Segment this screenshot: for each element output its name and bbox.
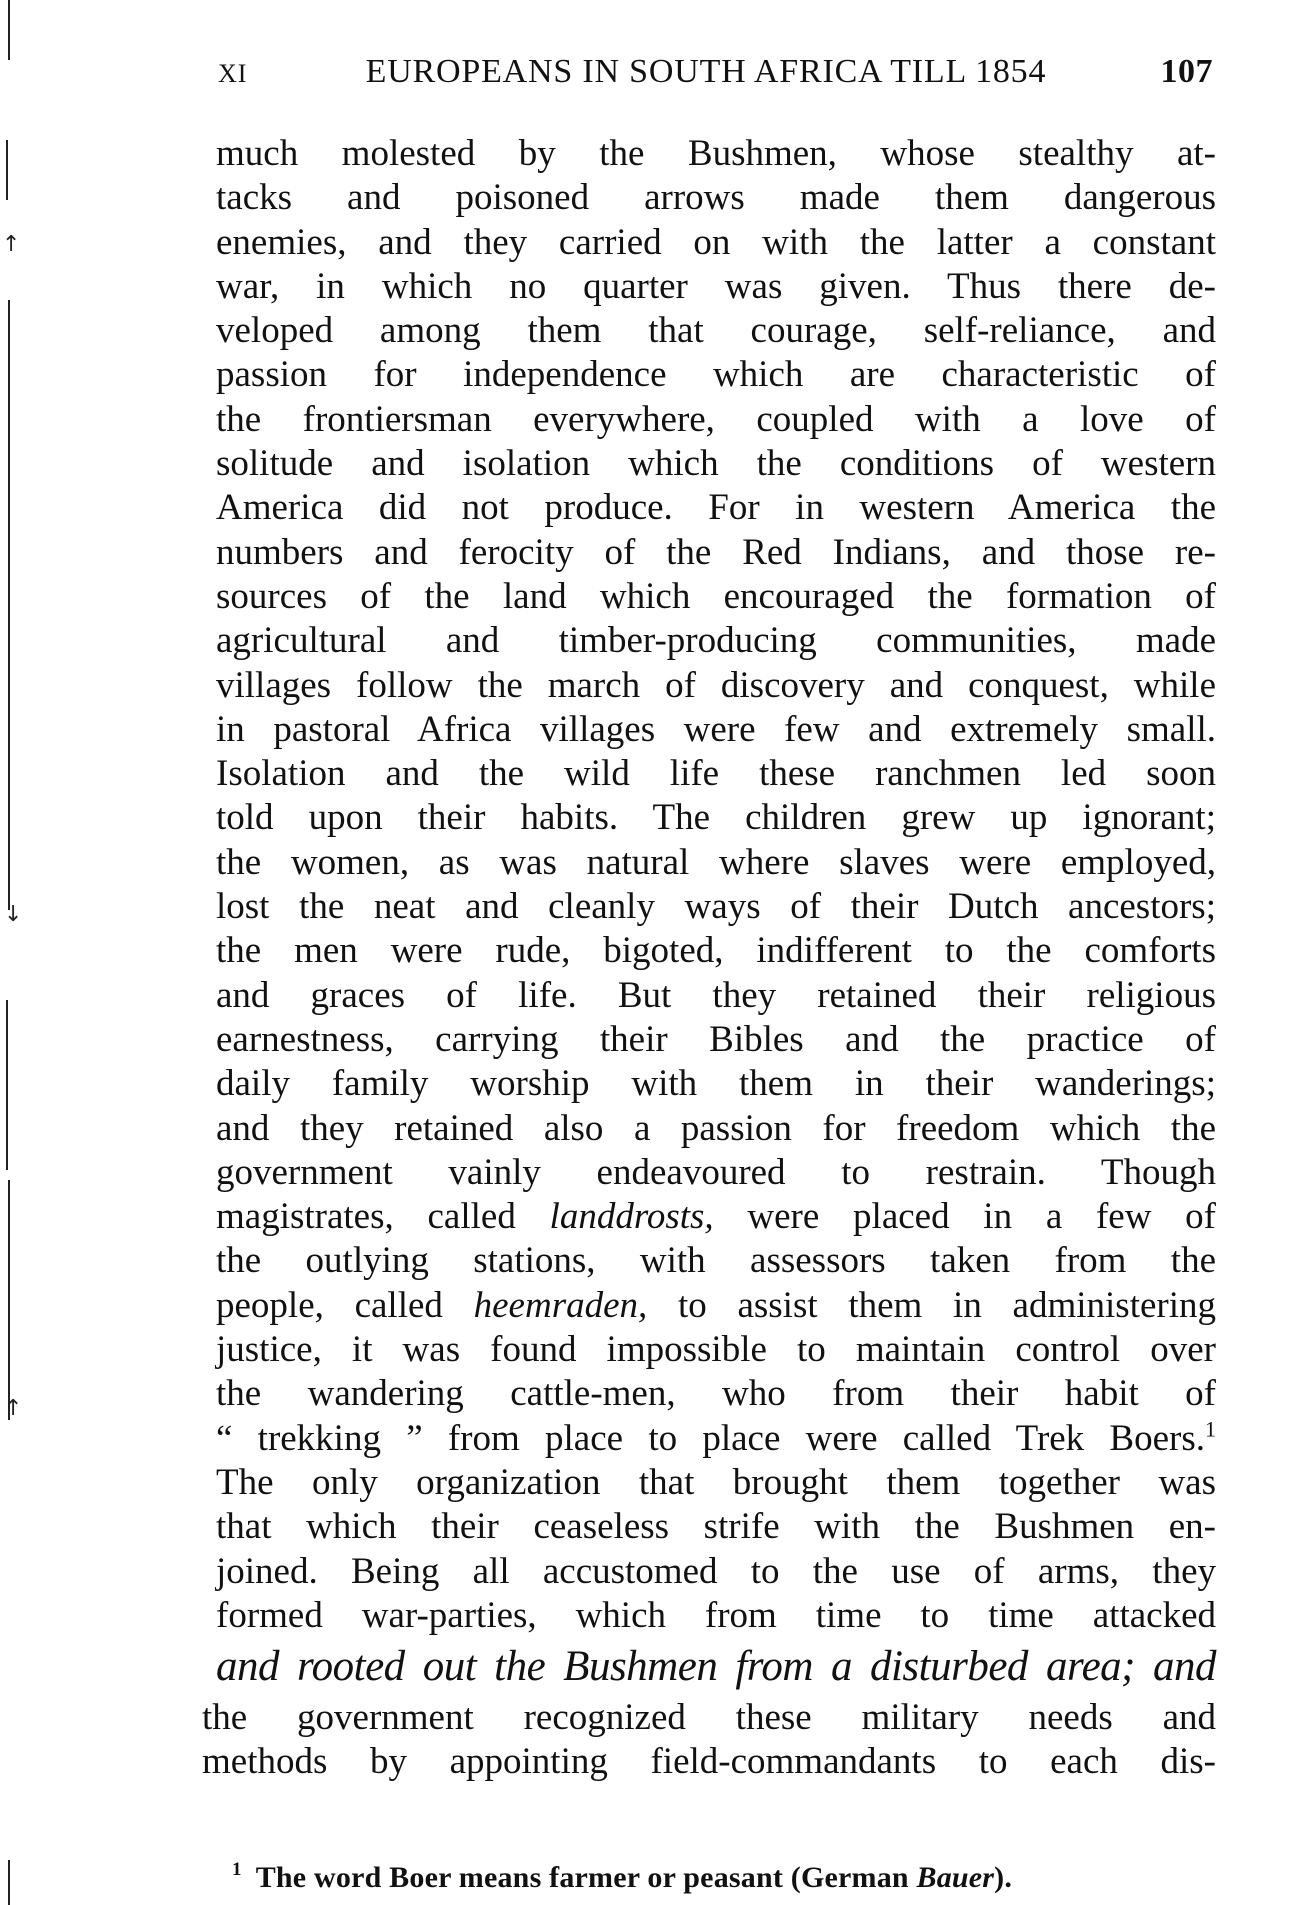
page-number: 107 xyxy=(1160,53,1213,90)
text-line: sources of the land which encouraged the formation of xyxy=(216,575,1216,617)
text-line: government vainly endeavoured to restrain. Though xyxy=(216,1151,1216,1193)
scan-edge-line xyxy=(8,1180,10,1420)
text-line: the government recognized these military needs and xyxy=(202,1697,1216,1739)
text-segment: magistrates, called xyxy=(216,1196,550,1238)
text-segment: were placed in a few of xyxy=(713,1196,1216,1238)
text-line: told upon their habits. The children grew up ignorant; xyxy=(216,797,1216,839)
chapter-number: XI xyxy=(218,59,248,88)
footnote-marker: 1 xyxy=(232,1859,242,1880)
italic-term-landdrosts: landdrosts, xyxy=(549,1196,714,1238)
body-text xyxy=(202,132,1216,1785)
text-line: agricultural and timber-producing communities, made xyxy=(216,620,1216,662)
text-line-trekking xyxy=(216,1417,1216,1461)
scan-edge-line xyxy=(8,300,10,910)
text-line: The only organization that brought them together was xyxy=(216,1461,1216,1503)
text-segment: “ trekking ” from place to place were called Trek Boers. xyxy=(216,1417,1205,1459)
text-line: and graces of life. But they retained their religious xyxy=(216,974,1216,1016)
text-line: methods by appointing field-commandants to each dis- xyxy=(202,1741,1216,1783)
footnote-text: The word Boer means farmer or peasant (German xyxy=(255,1861,917,1894)
text-line: joined. Being all accustomed to the use of arms, they xyxy=(216,1550,1216,1592)
text-line: that which their ceaseless strife with the Bushmen en- xyxy=(216,1506,1216,1548)
text-line: earnestness, carrying their Bibles and the practice of xyxy=(216,1018,1216,1060)
text-line: daily family worship with them in their wanderings; xyxy=(216,1063,1216,1105)
text-line-landdrosts xyxy=(216,1195,1216,1239)
text-line-heemraden xyxy=(216,1284,1216,1328)
scan-edge-mark-icon: ↑ xyxy=(2,232,21,257)
footnote-text-end: ). xyxy=(994,1861,1013,1894)
text-line: America did not produce. For in western America the xyxy=(216,487,1216,529)
text-line: solitude and isolation which the conditions of western xyxy=(216,443,1216,485)
scan-edge-marks xyxy=(0,0,40,1905)
text-line: justice, it was found impossible to maintain control over xyxy=(216,1329,1216,1371)
text-line: the women, as was natural where slaves were employed, xyxy=(216,841,1216,883)
text-line: much molested by the Bushmen, whose stealthy at- xyxy=(216,133,1216,174)
text-line: the frontiersman everywhere, coupled with a love of xyxy=(216,398,1216,440)
text-line: tacks and poisoned arrows made them dangerous xyxy=(216,177,1216,219)
scan-edge-line xyxy=(6,1000,8,1170)
text-line: passion for independence which are characteristic of xyxy=(216,354,1216,396)
scan-edge-mark-icon: ↑ xyxy=(4,1396,23,1421)
text-segment: to assist them in administering xyxy=(647,1284,1216,1326)
text-line: villages follow the march of discovery and conquest, while xyxy=(216,664,1216,706)
running-header xyxy=(218,52,1213,94)
text-line: lost the neat and cleanly ways of their Dutch ancestors; xyxy=(216,886,1216,928)
scan-edge-mark-icon: ↓ xyxy=(4,902,23,927)
text-line: war, in which no quarter was given. Thus there de- xyxy=(216,265,1216,307)
scan-edge-line xyxy=(8,0,10,60)
text-line: enemies, and they carried on with the latter a constant xyxy=(216,221,1216,263)
text-segment: people, called xyxy=(216,1284,474,1326)
footnote xyxy=(232,1860,1192,1896)
scan-edge-line xyxy=(6,140,8,200)
text-line: the men were rude, bigoted, indifferent to the comforts xyxy=(216,930,1216,972)
footnote-reference: 1 xyxy=(1205,1416,1216,1442)
scan-edge-line xyxy=(8,1860,10,1905)
text-line: the wandering cattle-men, who from their habit of xyxy=(216,1373,1216,1415)
running-title: EUROPEANS IN SOUTH AFRICA TILL 1854 xyxy=(365,53,1047,90)
text-line-enlarged: and rooted out the Bushmen from a disturbed area; and xyxy=(216,1643,1216,1691)
text-line: in pastoral Africa villages were few and extremely small. xyxy=(216,708,1216,750)
footnote-italic-term: Bauer xyxy=(916,1861,995,1894)
text-line: Isolation and the wild life these ranchmen led soon xyxy=(216,753,1216,795)
text-line: numbers and ferocity of the Red Indians, and those re- xyxy=(216,531,1216,573)
text-line: formed war-parties, which from time to time attacked xyxy=(216,1594,1216,1636)
italic-term-heemraden: heemraden, xyxy=(473,1284,648,1326)
text-line: veloped among them that courage, self-reliance, and xyxy=(216,310,1216,352)
text-line: the outlying stations, with assessors taken from the xyxy=(216,1240,1216,1282)
text-line: and they retained also a passion for freedom which the xyxy=(216,1107,1216,1149)
